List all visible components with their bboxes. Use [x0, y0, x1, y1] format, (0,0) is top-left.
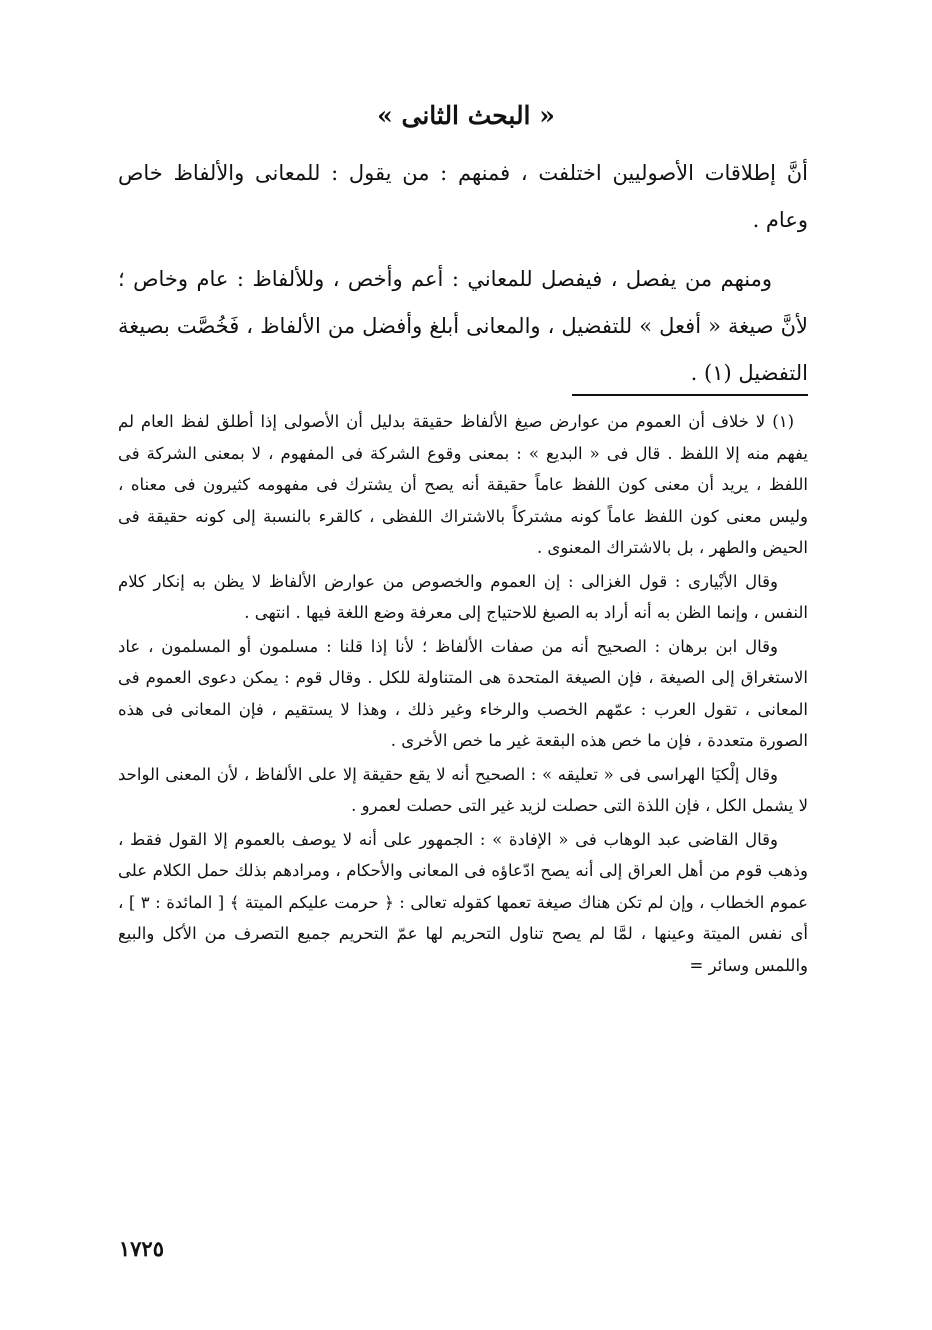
footnote-paragraph: وقال ابن برهان : الصحيح أنه من صفات الألفاظ ؛ لأنا إذا قلنا : مسلمون أو المسلمون ، عاد الاستغراق إلى الصيغة ، فإن الصيغة المتحدة هى المتناولة للكل . وقال قوم : يمكن دعوى العموم فى المعانى ، تقول العرب : عمّهم الخصب والرخاء وغير ذلك ، وهذا لا يستقيم ، فإن المعانى فى هذه الصورة متعددة ، فإن ما خص هذه البقعة غير ما خص الأخرى . [118, 636, 808, 750]
footnotes-block [118, 406, 808, 983]
footnote-divider [572, 394, 808, 396]
footnote-paragraph: (١) لا خلاف أن العموم من عوارض صيغ الألفاظ حقيقة بدليل أن الأصولى إذا أطلق لفظ العام لم يفهم منه إلا اللفظ . قال فى « البديع » : بمعنى وقوع الشركة فى المفهوم ، لا بمعنى الشركة فى اللفظ ، يريد أن معنى كون اللفظ عاماً حقيقة أنه يصح أن يشترك فى مفهومه كثيرون فى معناه ، وليس معنى كون اللفظ عاماً كونه مشتركاً بالاشتراك اللفظى ، كالقرء بالنسبة إلى كونه حقيقة فى الحيض والطهر ، بل بالاشتراك المعنوى . [118, 412, 808, 557]
footnote-paragraph: وقال إلْكيَا الهراسى فى « تعليقه » : الصحيح أنه لا يقع حقيقة إلا على الألفاظ ، لأن المعنى الواحد لا يشمل الكل ، فإن اللذة التى حصلت لزيد غير التى حصلت لعمرو . [118, 764, 808, 815]
main-text-block [118, 150, 808, 409]
footnote-paragraph: وقال الأبْيارى : قول الغزالى : إن العموم والخصوص من عوارض الألفاظ لا يظن به إنكار كلام النفس ، وإنما الظن به أنه أراد به الصيغ للاحتياج إلى معرفة وضع اللغة فيها . انتهى . [118, 571, 808, 622]
section-heading: « البحث الثانى » [377, 101, 555, 130]
page-number: ١٧٢٥ [118, 1236, 164, 1261]
footnote-paragraph: وقال القاضى عبد الوهاب فى « الإفادة » : الجمهور على أنه لا يوصف بالعموم إلا القول فقط ، وذهب قوم من أهل العراق إلى أنه يصح ادّعاؤه فى المعانى والأحكام ، ومرادهم بذلك حمل الكلام على عموم الخطاب ، وإن لم تكن هناك صيغة تعمها كقوله تعالى : ﴿ حرمت عليكم الميتة ﴾ [ المائدة : ٣ ] ، أى نفس الميتة وعينها ، لمَّا لم يصح تناول التحريم لها عمّ التحريم جميع التصرف من الأكل والبيع واللمس وسائر = [118, 829, 808, 975]
main-paragraph: ومنهم من يفصل ، فيفصل للمعاني : أعم وأخص ، وللألفاظ : عام وخاص ؛ لأنَّ صيغة « أفعل » للتفضيل ، والمعانى أبلغ وأفضل من الألفاظ ، فَخُصَّت بصيغة التفضيل (١) . [118, 267, 808, 385]
main-paragraph: أنَّ إطلاقات الأصوليين اختلفت ، فمنهم : من يقول : للمعانى والألفاظ خاص وعام . [118, 161, 808, 232]
